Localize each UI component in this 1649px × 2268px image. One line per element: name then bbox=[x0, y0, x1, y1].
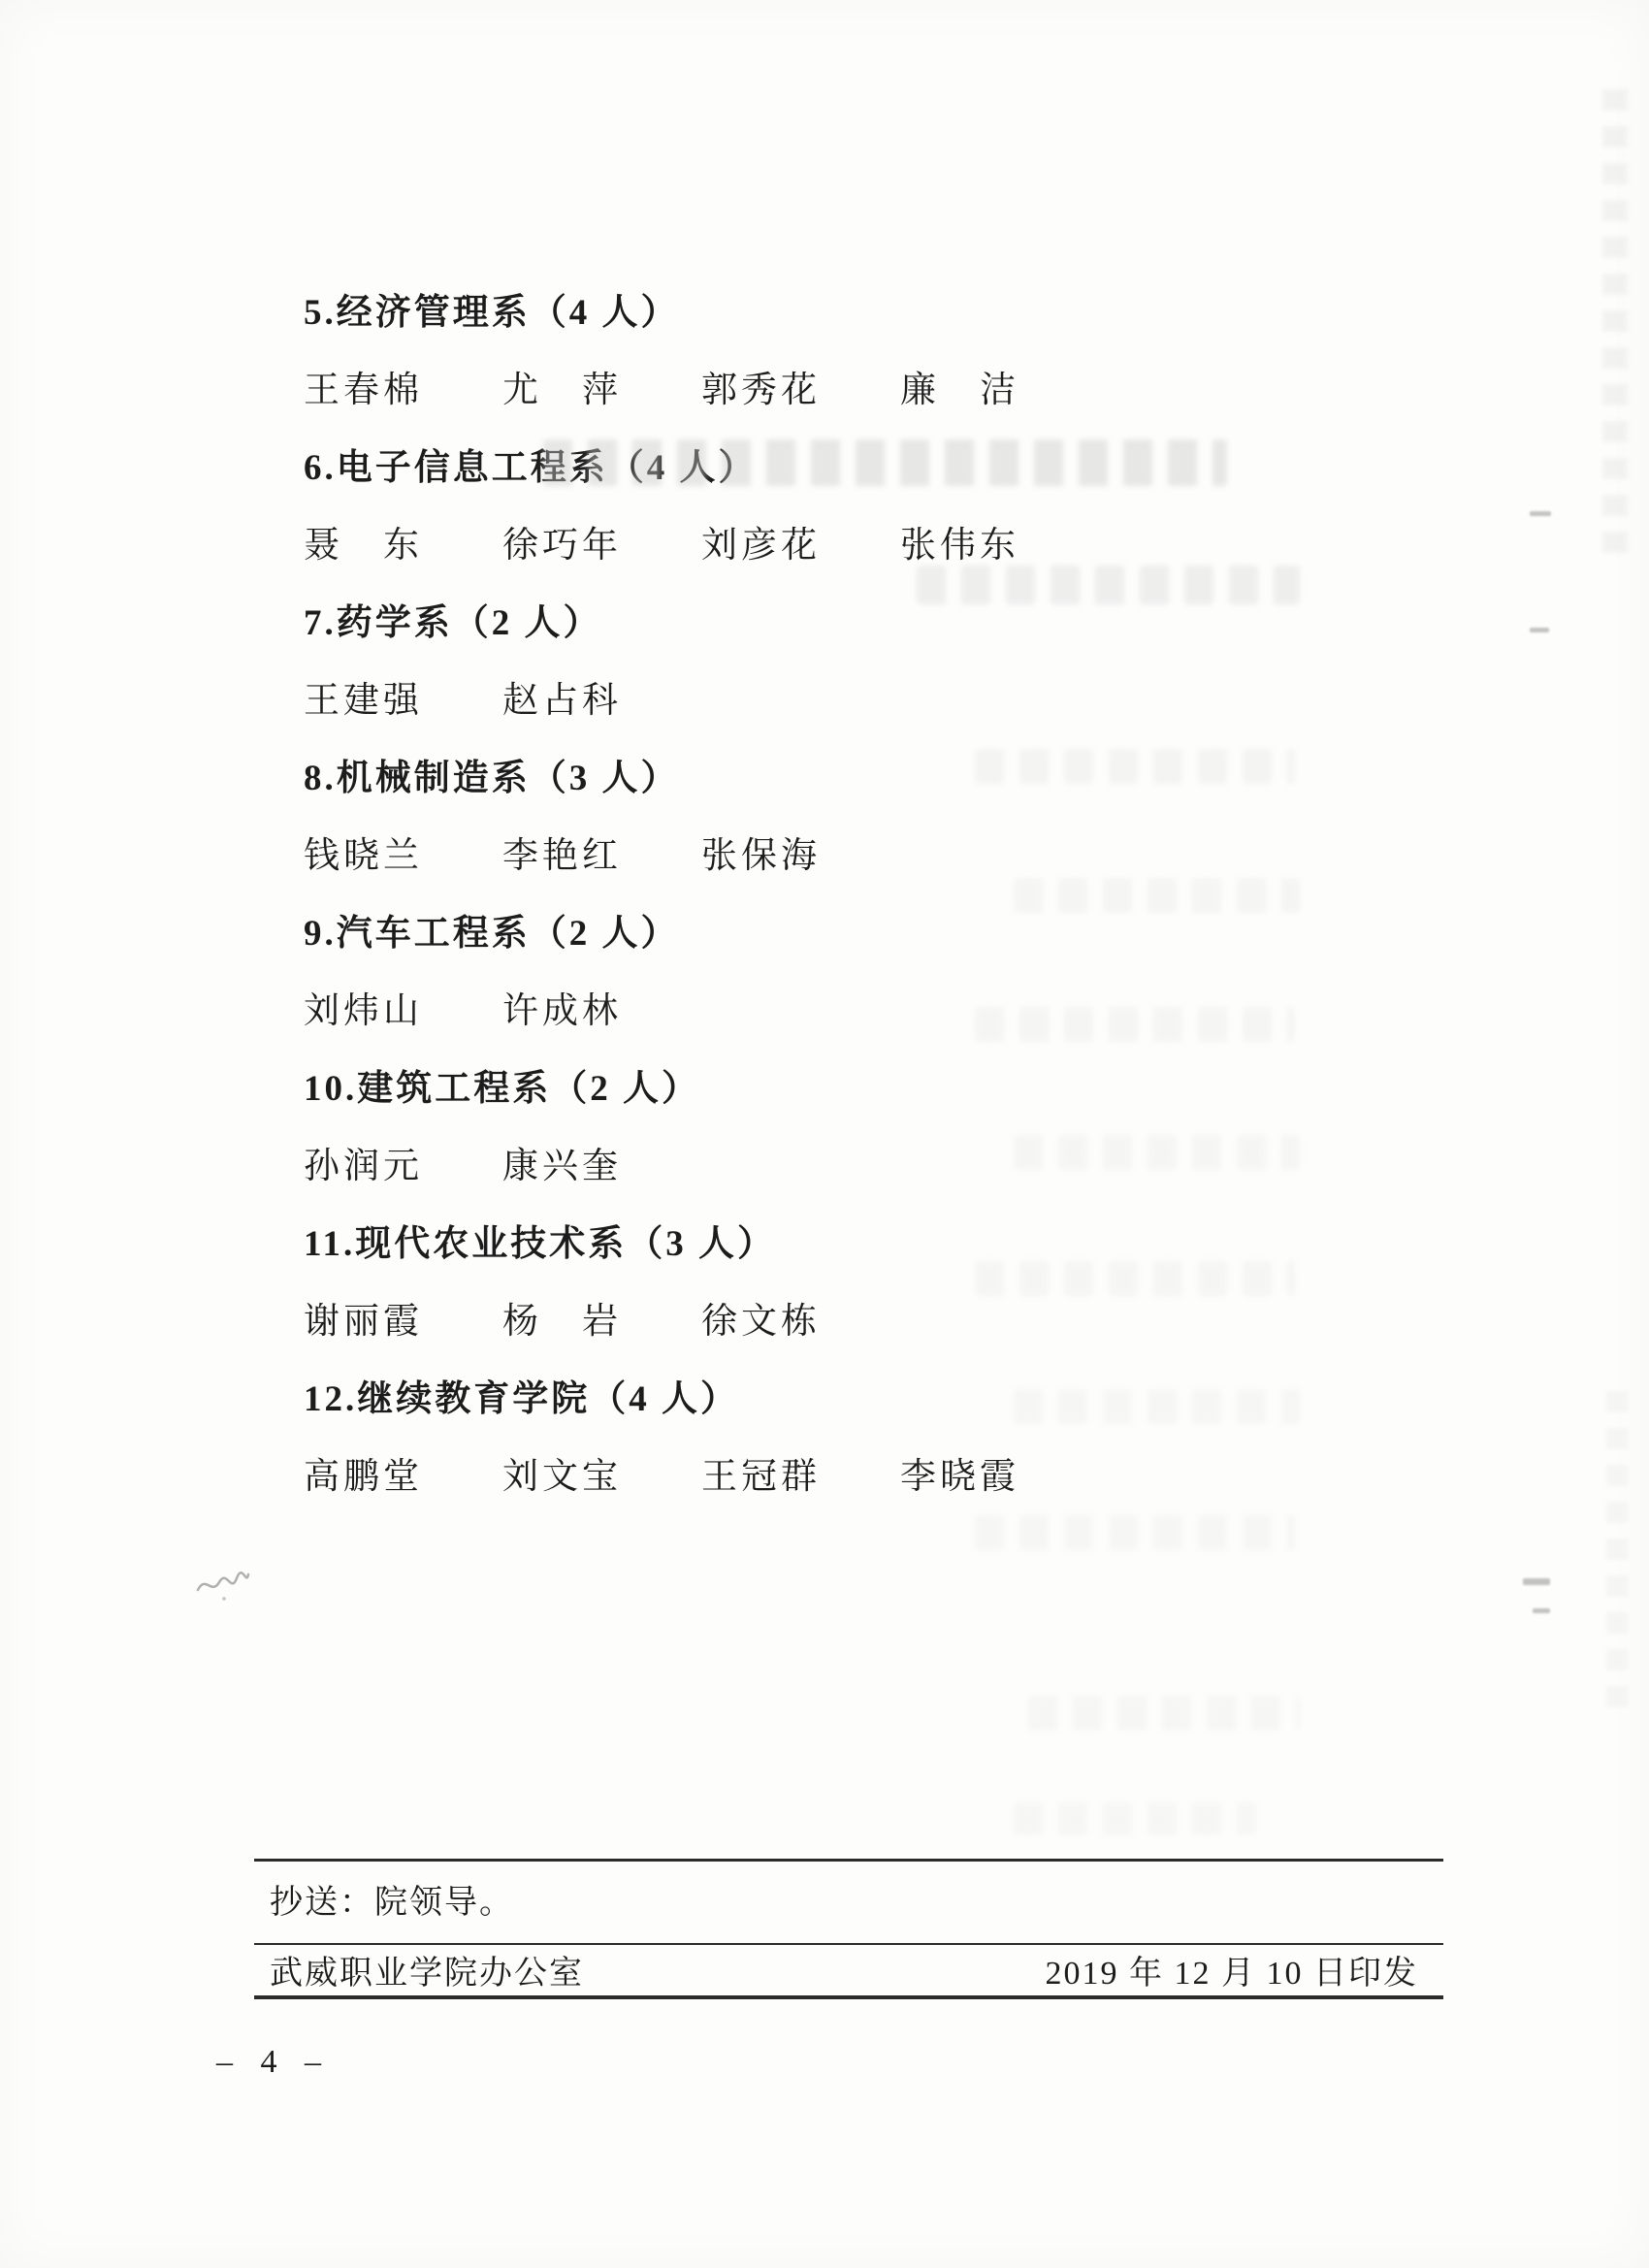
cc-line: 抄送：院领导。 bbox=[270, 1885, 514, 1921]
section-heading: 10.建筑工程系（2 人） bbox=[304, 1069, 700, 1109]
section-members: 钱晓兰 李艳红 张保海 bbox=[304, 836, 821, 876]
section-members: 王建强 赵占科 bbox=[304, 681, 622, 721]
bleedthrough-ghost bbox=[975, 1515, 1295, 1550]
section-members: 聂 东 徐巧年 刘彦花 张伟东 bbox=[304, 526, 1019, 566]
footer-divider-bottom bbox=[254, 1995, 1443, 1999]
section-heading: 5.经济管理系（4 人） bbox=[304, 293, 680, 333]
section-heading: 9.汽车工程系（2 人） bbox=[304, 914, 680, 954]
pen-mark bbox=[192, 1557, 254, 1607]
section-heading: 6.电子信息工程系（4 人） bbox=[304, 448, 758, 488]
footer-divider-top bbox=[254, 1859, 1443, 1862]
scan-smudge bbox=[1523, 1578, 1550, 1585]
issuance-row bbox=[270, 1946, 1418, 1993]
section-members: 王春棉 尤 萍 郭秀花 廉 洁 bbox=[304, 371, 1019, 410]
section-members: 孙润元 康兴奎 bbox=[304, 1147, 622, 1186]
print-date: 2019 年 12 月 10 日印发 bbox=[1045, 1955, 1418, 1992]
section-heading: 11.现代农业技术系（3 人） bbox=[304, 1224, 776, 1264]
section-members: 刘炜山 许成林 bbox=[304, 991, 622, 1031]
scan-smudge bbox=[1530, 511, 1551, 516]
scan-smudge bbox=[1530, 628, 1549, 632]
section-heading: 7.药学系（2 人） bbox=[304, 603, 602, 643]
bleedthrough-ghost-vertical bbox=[1602, 87, 1628, 553]
bleedthrough-ghost bbox=[1014, 1802, 1256, 1835]
section-members: 高鹏堂 刘文宝 王冠群 李晓霞 bbox=[304, 1457, 1019, 1497]
bleedthrough-ghost-vertical bbox=[1606, 1387, 1628, 1707]
issuing-office: 武威职业学院办公室 bbox=[270, 1955, 584, 1992]
scan-smudge bbox=[1533, 1608, 1550, 1613]
department-roster bbox=[304, 275, 1468, 1516]
page-number: – 4 – bbox=[216, 2044, 331, 2080]
section-heading: 12.继续教育学院（4 人） bbox=[304, 1379, 739, 1419]
section-heading: 8.机械制造系（3 人） bbox=[304, 759, 680, 798]
bleedthrough-ghost bbox=[1028, 1696, 1300, 1731]
section-members: 谢丽霞 杨 岩 徐文栋 bbox=[304, 1302, 821, 1342]
